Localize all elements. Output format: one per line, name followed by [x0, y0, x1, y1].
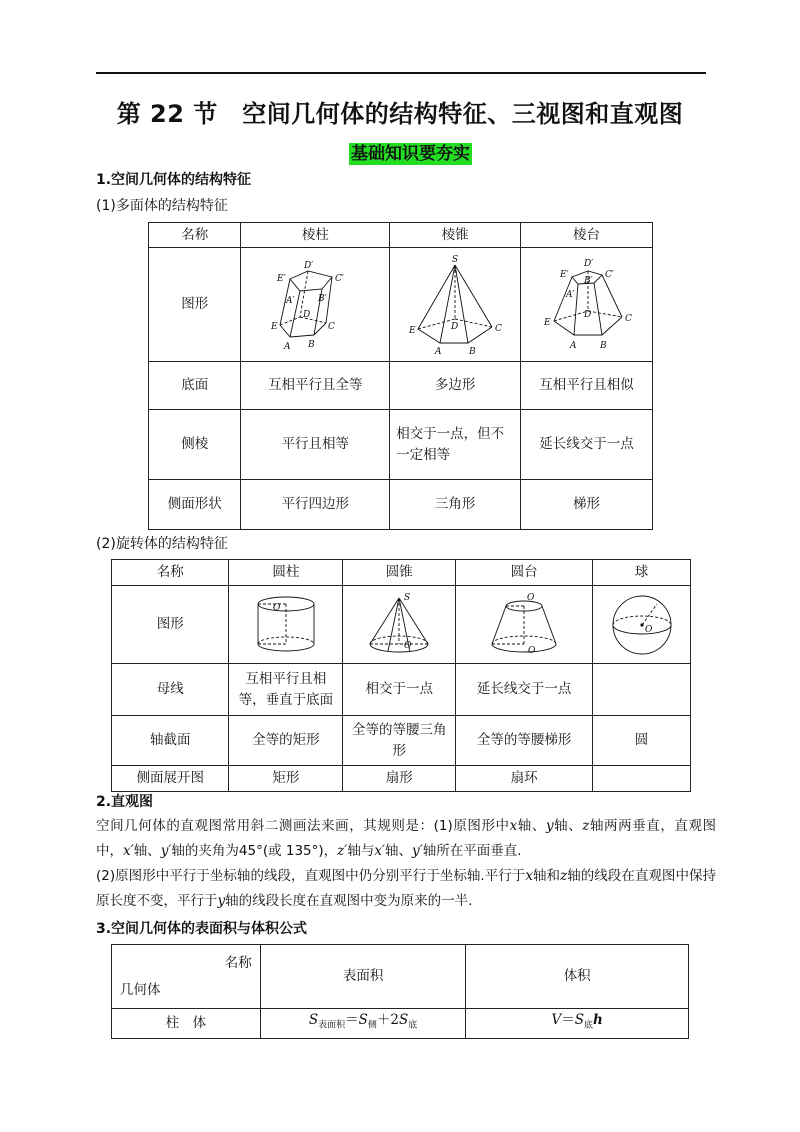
vertex-label: C′: [335, 273, 345, 284]
center-label: O: [404, 640, 412, 651]
vertex-label: D: [303, 309, 311, 320]
cone-figure-cell: [343, 586, 456, 664]
vertex-label: A′: [286, 295, 295, 306]
row-label: 轴截面: [112, 716, 229, 766]
table-row: [112, 716, 691, 766]
table-cell: 全等的等腰梯形: [456, 716, 593, 766]
frustum-figure: [532, 253, 642, 357]
row-label: 底面: [149, 362, 241, 410]
table-row: [149, 223, 653, 248]
table-row: [112, 560, 691, 586]
table-cell: 相交于一点: [343, 664, 456, 716]
table-row: [149, 410, 653, 480]
vertex-label: D′: [583, 258, 593, 269]
header-cell: 棱柱: [241, 223, 390, 248]
row-label: 母线: [112, 664, 229, 716]
truncated-cone-figure: [474, 590, 574, 660]
table-row: [112, 1009, 689, 1039]
table-row: [149, 248, 653, 362]
vertex-label: E: [409, 325, 416, 336]
apex-label: S: [404, 592, 411, 603]
table-row: [149, 362, 653, 410]
table-row: [112, 945, 689, 1009]
sphere-figure: [602, 590, 682, 660]
header-cell: 名称: [149, 223, 241, 248]
header-cell: 圆锥: [343, 560, 456, 586]
header-cell: 体积: [466, 945, 689, 1009]
corner-top-label: 名称: [224, 954, 252, 971]
header-cell: 球: [593, 560, 691, 586]
table-cell: 全等的等腰三角形: [343, 716, 456, 766]
rule-paragraph-1: 空间几何体的直观图常用斜二测画法来画，其规则是：(1)原图形中x轴、y轴、z轴两两垂直，直观图中，x′轴、y′轴的夹角为45°(或 135°)，z′轴与x′轴、y′轴所在平面垂直.: [96, 818, 717, 859]
oblique-drawing-rules: [96, 814, 716, 914]
vertex-label: E′: [559, 269, 569, 280]
sphere-figure-cell: [593, 586, 691, 664]
table-cell: [593, 664, 691, 716]
table-cell: 平行四边形: [241, 480, 390, 530]
frustum-figure-cell: [521, 248, 653, 362]
row-label: 图形: [149, 248, 241, 362]
table-cell: 多边形: [390, 362, 521, 410]
page-title: 第 22 节 空间几何体的结构特征、三视图和直观图: [116, 100, 684, 128]
surface-area-formula: $S_{表面积}=S_侧+2S_底$: [260, 1009, 466, 1039]
top-rule: [96, 72, 706, 74]
center-label: O: [528, 645, 536, 656]
vertex-label: B′: [583, 275, 593, 286]
header-cell: 棱台: [521, 223, 653, 248]
header-cell: 表面积: [260, 945, 466, 1009]
vertex-label: A′: [565, 289, 575, 300]
cone-figure: [354, 590, 444, 660]
section2-heading: 2.直观图: [96, 794, 154, 810]
table-cell: 互相平行且全等: [241, 362, 390, 410]
prism-figure: [260, 255, 370, 355]
pyramid-figure: [400, 253, 510, 357]
table-cell: 矩形: [229, 766, 343, 792]
table-cell: 梯形: [521, 480, 653, 530]
pyramid-figure-cell: [390, 248, 521, 362]
volume-formula: $V=S_底h$: [466, 1009, 689, 1039]
table-cell: 扇环: [456, 766, 593, 792]
vertex-label: C: [495, 323, 503, 334]
table-cell: 圆: [593, 716, 691, 766]
solids-of-revolution-heading: (2)旋转体的结构特征: [96, 536, 228, 552]
table-cell: 扇形: [343, 766, 456, 792]
vertex-label: A: [435, 346, 442, 357]
revolution-table: [111, 559, 691, 792]
vertex-label: D′: [304, 260, 314, 271]
center-label: O: [272, 602, 281, 613]
table-row: [149, 480, 653, 530]
rule-paragraph-2: (2)原图形中平行于坐标轴的线段，直观图中仍分别平行于坐标轴.平行于x轴和z轴的线段在直观图中保持原长度不变，平行于y轴的线段长度在直观图中变为原来的一半.: [96, 868, 717, 909]
center-label: O: [527, 592, 535, 603]
header-cell: 棱锥: [390, 223, 521, 248]
vertex-label: S: [452, 254, 459, 265]
table-cell: 平行且相等: [241, 410, 390, 480]
vertex-label: E: [543, 317, 551, 328]
polyhedra-heading: (1)多面体的结构特征: [96, 198, 228, 214]
table-cell: 三角形: [390, 480, 521, 530]
header-cell: 名称: [112, 560, 229, 586]
row-label: 图形: [112, 586, 229, 664]
table-cell: 互相平行且相等，垂直于底面: [229, 664, 343, 716]
vertex-label: D: [583, 309, 591, 320]
row-label: 侧面形状: [149, 480, 241, 530]
section3-heading: 3.空间几何体的表面积与体积公式: [96, 921, 308, 937]
section1-heading: 1.空间几何体的结构特征: [96, 172, 252, 188]
vertex-label: C: [328, 321, 336, 332]
vertex-label: D: [451, 321, 459, 332]
polyhedra-table: [148, 222, 653, 530]
cylinder-figure-cell: [229, 586, 343, 664]
prism-figure-cell: [241, 248, 390, 362]
row-label: 侧面展开图: [112, 766, 229, 792]
vertex-label: B′: [318, 293, 327, 304]
vertex-label: A: [284, 341, 291, 352]
table-row: [112, 766, 691, 792]
table-row: [112, 586, 691, 664]
table-cell: [593, 766, 691, 792]
vertex-label: E: [271, 321, 278, 332]
corner-header-cell: [112, 945, 261, 1009]
row-label: 侧棱: [149, 410, 241, 480]
header-cell: 圆台: [456, 560, 593, 586]
vertex-label: A: [569, 340, 577, 351]
formula-table: [111, 944, 689, 1039]
section-subtitle: 基础知识要夯实: [351, 144, 470, 164]
table-cell: 延长线交于一点: [456, 664, 593, 716]
cylinder-figure: [241, 590, 331, 660]
table-cell: 互相平行且相似: [521, 362, 653, 410]
row-label: 柱 体: [112, 1009, 261, 1039]
table-row: [112, 664, 691, 716]
vertex-label: B: [469, 346, 476, 357]
table-cell: 延长线交于一点: [521, 410, 653, 480]
header-cell: 圆柱: [229, 560, 343, 586]
vertex-label: E′: [277, 273, 286, 284]
vertex-label: C′: [604, 269, 614, 280]
center-label: O: [644, 624, 652, 635]
truncated-cone-figure-cell: [456, 586, 593, 664]
table-cell: 相交于一点，但不一定相等: [390, 410, 521, 480]
corner-bottom-label: 几何体: [120, 981, 161, 998]
vertex-label: B: [599, 340, 607, 351]
table-cell: 全等的矩形: [229, 716, 343, 766]
vertex-label: C: [624, 313, 632, 324]
vertex-label: B: [308, 339, 315, 350]
